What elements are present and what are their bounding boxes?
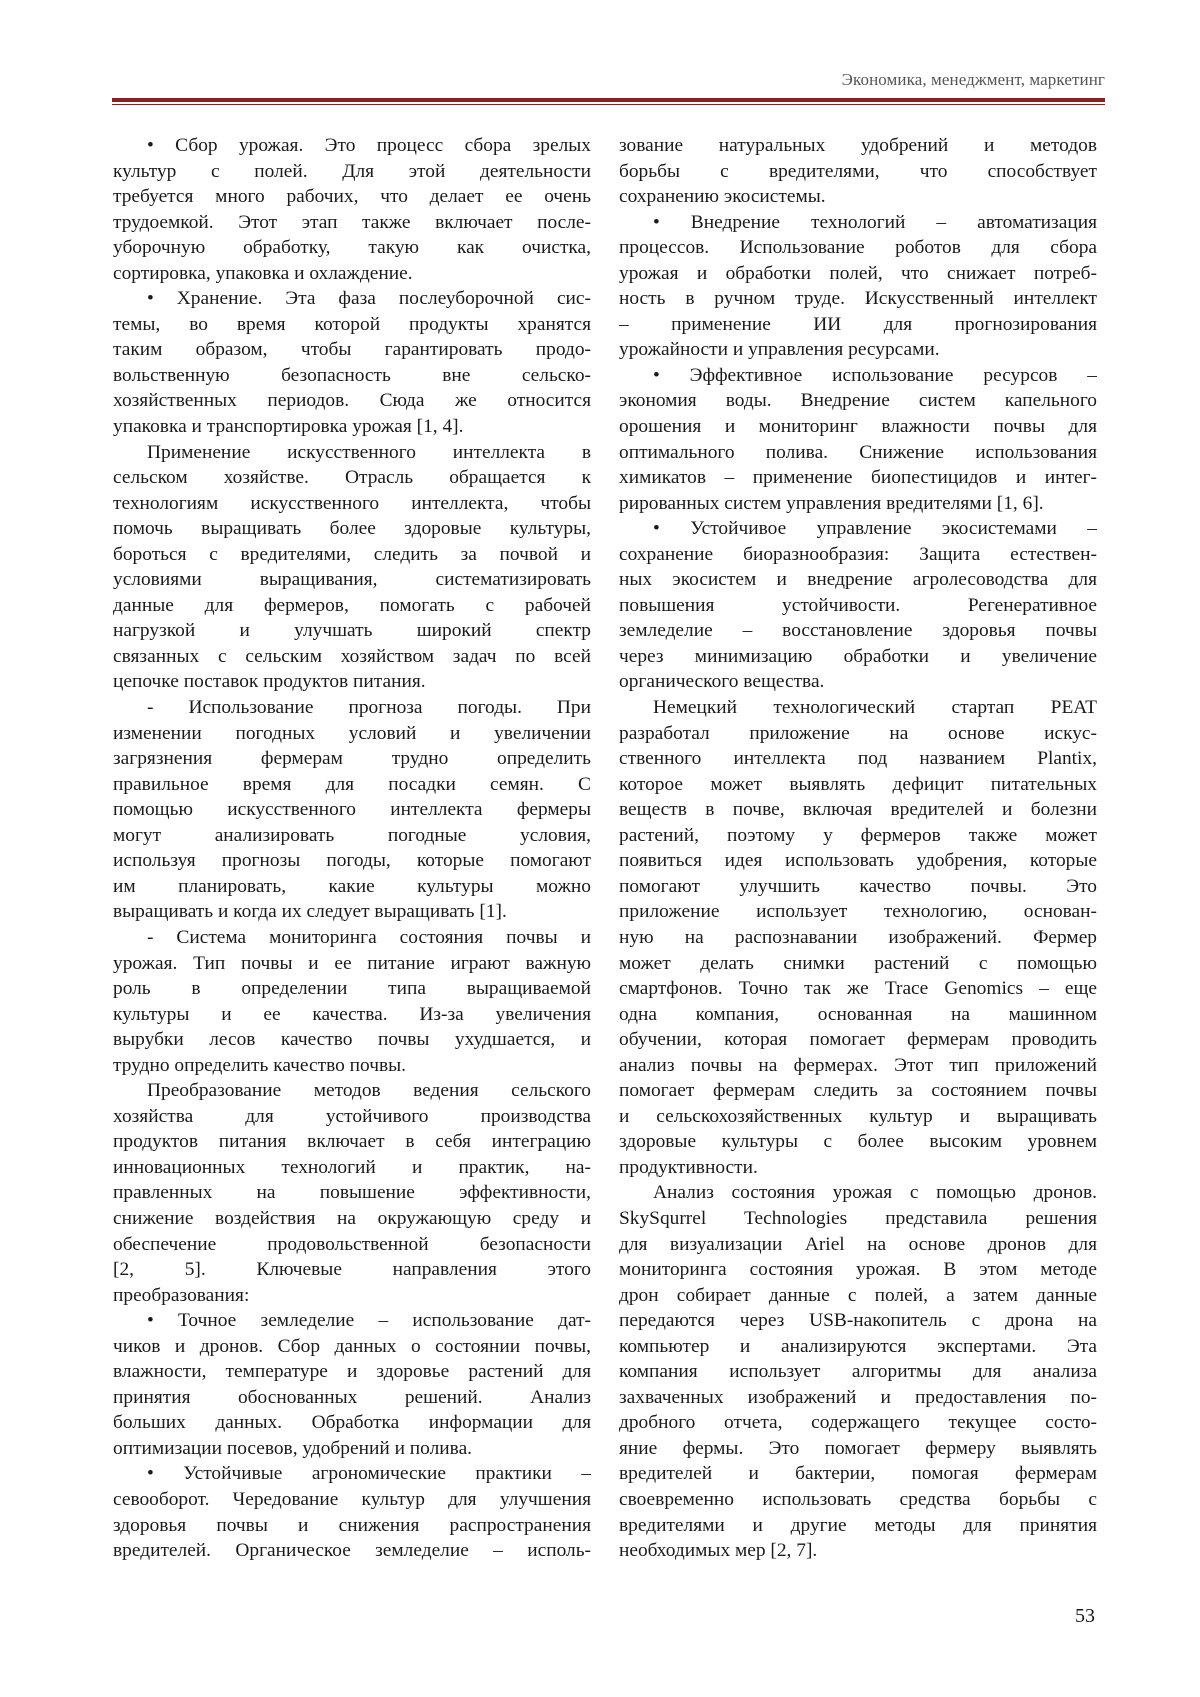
text-line: орошения и мониторинг влажности почвы для <box>619 416 1097 438</box>
text-line: борьбы с вредителями, что способствует <box>619 160 1097 182</box>
text-line: трудно определить качество почвы. <box>113 1054 407 1076</box>
text-line: • Сбор урожая. Это процесс сбора зрелых <box>147 135 591 156</box>
text-line: для визуализации Ariel на основе дронов для <box>619 1233 1097 1255</box>
text-line: яние фермы. Это помогает фермеру выявлять <box>619 1437 1097 1459</box>
text-line: • Устойчивое управление экосистемами – <box>653 518 1097 540</box>
text-line: анализ почвы на фермерах. Этот тип приложений <box>619 1054 1097 1076</box>
text-line: урожая и обработки полей, что снижает потреб- <box>619 262 1097 284</box>
text-line: сохранению экосистемы. <box>619 186 826 208</box>
header-rule-thick <box>112 98 1105 102</box>
text-line: - Система мониторинга состояния почвы и <box>147 926 591 948</box>
text-line: • Внедрение технологий – автоматизация <box>653 211 1097 233</box>
text-line: севооборот. Чередование культур для улучшения <box>113 1488 591 1510</box>
text-line: экономия воды. Внедрение систем капельного <box>619 390 1097 412</box>
text-line: помогает фермерам следить за состоянием почвы <box>619 1080 1097 1102</box>
text-line: данные для фермеров, помогать с рабочей <box>113 594 591 616</box>
text-line: оптимального полива. Снижение использования <box>619 441 1097 463</box>
text-line: передаются через USB-накопитель с дрона на <box>619 1310 1097 1332</box>
text-line: снижение воздействия на окружающую среду и <box>113 1207 591 1229</box>
text-line: • Устойчивые агрономические практики – <box>147 1463 591 1485</box>
text-line: которое может выявлять дефицит питательных <box>619 773 1097 795</box>
text-line: правленных на повышение эффективности, <box>113 1182 591 1204</box>
text-line: темы, во время которой продукты хранятся <box>113 313 591 335</box>
text-line: [2, 5]. Ключевые направления этого <box>113 1259 591 1281</box>
header-rule-thin <box>112 104 1105 105</box>
text-line: - Использование прогноза погоды. При <box>147 697 591 719</box>
text-line: через минимизацию обработки и увеличение <box>619 645 1097 667</box>
text-line: • Точное земледелие – использование дат- <box>147 1310 591 1332</box>
left-text-column <box>113 133 591 1564</box>
text-line: культуры и ее качества. Из-за увеличения <box>113 1003 591 1025</box>
text-line: зование натуральных удобрений и методов <box>619 135 1097 156</box>
text-line: помочь выращивать более здоровые культуры, <box>113 518 591 540</box>
text-line: таким образом, чтобы гарантировать продо- <box>113 339 591 361</box>
text-line: ную на распознавании изображений. Фермер <box>619 926 1097 948</box>
text-line: растений, поэтому у фермеров также может <box>619 824 1097 846</box>
text-line: выращивать и когда их следует выращивать [1]. <box>113 901 507 923</box>
text-line: связанных с сельским хозяйством задач по всей <box>113 645 591 667</box>
text-line: цепочке поставок продуктов питания. <box>113 671 426 693</box>
text-line: одна компания, основанная на машинном <box>619 1003 1097 1025</box>
text-line: – применение ИИ для прогнозирования <box>619 313 1097 335</box>
text-line: им планировать, какие культуры можно <box>113 875 591 897</box>
text-line: урожая. Тип почвы и ее питание играют важную <box>113 952 591 974</box>
text-line: требуется много рабочих, что делает ее очень <box>113 186 591 208</box>
text-line: хозяйственных периодов. Сюда же относится <box>113 390 591 412</box>
text-line: помощью искусственного интеллекта фермеры <box>113 799 591 821</box>
text-line: помогают улучшить качество почвы. Это <box>619 875 1097 897</box>
text-line: вольственную безопасность вне сельско- <box>113 364 591 386</box>
text-line: продуктивности. <box>619 1156 758 1178</box>
right-text-column <box>619 133 1097 1564</box>
text-line: преобразования: <box>113 1284 250 1306</box>
text-line: нагрузкой и улучшать широкий спектр <box>113 620 591 642</box>
text-line: Анализ состояния урожая с помощью дронов. <box>653 1182 1097 1204</box>
text-line: обучении, которая помогает фермерам проводить <box>619 1029 1097 1051</box>
text-line: захваченных изображений и предоставления по- <box>619 1386 1097 1408</box>
text-line: ственного интеллекта под названием Plantix, <box>619 748 1097 770</box>
text-line: земледелие – восстановление здоровья почвы <box>619 620 1097 642</box>
text-line: принятия обоснованных решений. Анализ <box>113 1386 591 1408</box>
text-line: могут анализировать погодные условия, <box>113 824 591 846</box>
text-line: правильное время для посадки семян. С <box>113 773 591 795</box>
text-line: химикатов – применение биопестицидов и интег- <box>619 467 1097 489</box>
text-line: приложение использует технологию, основан- <box>619 901 1097 923</box>
text-line: органического вещества. <box>619 671 825 693</box>
text-line: дробного отчета, содержащего текущее состо- <box>619 1412 1097 1434</box>
text-line: дрон собирает данные с полей, а затем данные <box>619 1284 1097 1306</box>
text-line: обеспечение продовольственной безопасности <box>113 1233 591 1255</box>
text-line: появиться идея использовать удобрения, которые <box>619 850 1097 872</box>
text-line: повышения устойчивости. Регенеративное <box>619 594 1097 616</box>
text-line: здоровые культуры с более высоким уровнем <box>619 1131 1097 1153</box>
text-line: продуктов питания включает в себя интеграцию <box>113 1131 591 1153</box>
text-line: своевременно использовать средства борьбы с <box>619 1488 1097 1510</box>
text-line: вырубки лесов качество почвы ухудшается, и <box>113 1029 591 1051</box>
text-line: загрязнения фермерам трудно определить <box>113 748 591 770</box>
text-line: Немецкий технологический стартап PEAT <box>653 697 1097 719</box>
text-line: влажности, температуре и здоровье растений для <box>113 1361 591 1383</box>
text-line: процессов. Использование роботов для сбора <box>619 237 1097 259</box>
text-line: веществ в почве, включая вредителей и болезни <box>619 799 1097 821</box>
text-line: ность в ручном труде. Искусственный интеллект <box>619 288 1097 310</box>
text-line: рированных систем управления вредителями [1, 6]. <box>619 492 1044 514</box>
text-line: компания использует алгоритмы для анализа <box>619 1361 1097 1383</box>
text-line: используя прогнозы погоды, которые помогают <box>113 850 591 872</box>
text-line: сельском хозяйстве. Отрасль обращается к <box>113 467 591 489</box>
text-line: • Хранение. Эта фаза послеуборочной сис- <box>147 288 591 310</box>
text-line: урожайности и управления ресурсами. <box>619 339 940 361</box>
text-line: культур с полей. Для этой деятельности <box>113 160 591 182</box>
text-line: ных экосистем и внедрение агролесоводства для <box>619 569 1097 591</box>
text-line: необходимых мер [2, 7]. <box>619 1540 818 1562</box>
text-line: сохранение биоразнообразия: Защита естествен- <box>619 543 1097 565</box>
text-line: изменении погодных условий и увеличении <box>113 722 591 744</box>
running-header-title: Экономика, менеджмент, маркетинг <box>841 70 1105 89</box>
text-line: может делать снимки растений с помощью <box>619 952 1097 974</box>
text-line: вредителей. Органическое земледелие – исполь- <box>113 1540 591 1562</box>
text-line: мониторинга состояния урожая. В этом методе <box>619 1259 1097 1281</box>
text-line: чиков и дронов. Сбор данных о состоянии почвы, <box>113 1335 591 1357</box>
text-line: SkySqurrel Technologies представила решения <box>619 1207 1097 1229</box>
text-line: хозяйства для устойчивого производства <box>113 1105 591 1127</box>
text-line: Преобразование методов ведения сельского <box>147 1080 591 1102</box>
text-line: • Эффективное использование ресурсов – <box>653 364 1097 386</box>
text-line: упаковка и транспортировка урожая [1, 4]. <box>113 416 464 438</box>
text-line: и сельскохозяйственных культур и выращивать <box>619 1105 1097 1127</box>
text-line: бороться с вредителями, следить за почвой и <box>113 543 591 565</box>
text-line: инновационных технологий и практик, на- <box>113 1156 591 1178</box>
page-number: 53 <box>1075 1605 1095 1627</box>
text-line: вредителями и другие методы для принятия <box>619 1514 1097 1536</box>
text-line: вредителей и бактерии, помогая фермерам <box>619 1463 1097 1485</box>
text-line: Применение искусственного интеллекта в <box>147 441 591 463</box>
text-line: сортировка, упаковка и охлаждение. <box>113 262 413 284</box>
text-line: технологиям искусственного интеллекта, чтобы <box>113 492 591 514</box>
text-line: больших данных. Обработка информации для <box>113 1412 591 1434</box>
text-line: разработал приложение на основе искус- <box>619 722 1097 744</box>
text-line: условиями выращивания, систематизировать <box>113 569 591 591</box>
text-line: здоровья почвы и снижения распространения <box>113 1514 591 1536</box>
text-line: роль в определении типа выращиваемой <box>113 978 591 1000</box>
text-line: трудоемкой. Этот этап также включает после- <box>113 211 591 233</box>
text-line: компьютер и анализируются экспертами. Эта <box>619 1335 1097 1357</box>
text-line: оптимизации посевов, удобрений и полива. <box>113 1437 473 1459</box>
text-line: уборочную обработку, такую как очистка, <box>113 237 591 259</box>
text-line: смартфонов. Точно так же Trace Genomics – еще <box>619 978 1097 1000</box>
